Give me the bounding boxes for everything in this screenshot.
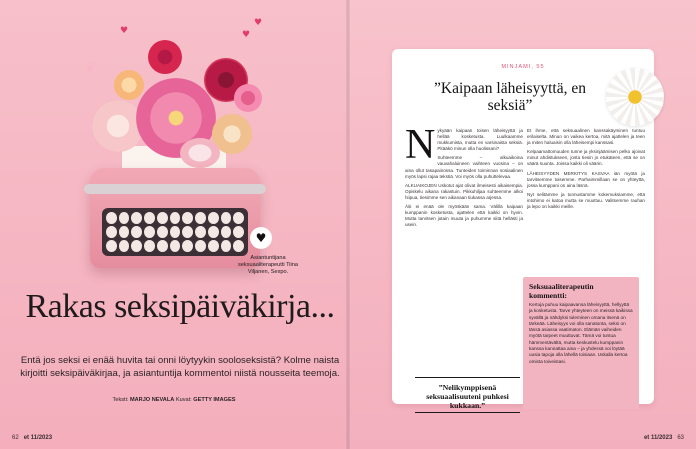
flower-light-peony — [180, 138, 220, 168]
brand-label: et 11/2023 — [23, 435, 53, 441]
paragraph: LÄHEISYYDEN MERKITYS KASVAA iän myötä ja tarvitsemme toisemme. Parhaimmillaan se on yhteyttä, jossa kumppani on aina läsnä. — [527, 170, 645, 188]
byline-photo-label: Kuvat — [175, 397, 191, 403]
article-column-2 — [527, 128, 645, 213]
article-column-1 — [405, 122, 523, 231]
expert-box-title: Seksuaaliterapeutin kommentti: — [529, 282, 594, 300]
page-footer-right — [644, 435, 684, 441]
paragraph: Kelpaamattomuuden tunne ja yksinjäämisen pelko ajoivat minut ahdistukseen, josta tiesin jo etukäteen, että se on väärä suunta. Joissa kaikki oli väärin. — [527, 149, 645, 167]
paragraph: ALKUAIKOJEN Uskotut ajat olivat ilmeisesti aikaisempia. Opiskelu aikana rakastuin. Pikkuhiljaa suhteemme alkoi hiipua, tiesimme sen aikanaan tiukassa arjessa. — [405, 182, 523, 200]
byline-text-label: Teksti — [112, 397, 127, 403]
paragraph: Et ihme, että seksuaalinen kanssakäyminen tuntuu erilaiselta. Minun on vaikea kertoa, mitä ajattelen ja teen ja miten haluaisin olla läheisempi kanssasi. — [527, 128, 645, 146]
expert-comment-box — [523, 277, 639, 409]
flower-red-rose — [148, 40, 182, 74]
pullquote-rule-bottom — [415, 412, 520, 413]
page-number: 62 — [12, 435, 19, 441]
page-number: 63 — [677, 435, 684, 441]
flower-pink — [234, 84, 262, 112]
byline-author: MARJO NEVALA — [129, 397, 175, 403]
brand-label: et 11/2023 — [643, 435, 673, 441]
paragraph: Äiti ei enää ole myöskään sama. Välillä kaipaan kumppanin kosketusta, ajattelen että kaikki on hyvin. Mutta tarvitsen jotain muuta ja puhumme siitä hellästi ja usein. — [405, 204, 523, 228]
small-heart-icon: ♥ — [120, 26, 129, 36]
page-gutter — [346, 0, 350, 449]
byline: Teksti: MARJO NEVALA Kuvat: GETTY IMAGES — [112, 397, 236, 403]
butterfly-icon: ❦ — [84, 58, 98, 77]
quote-title: ”Kaipaan läheisyyttä, en seksiä” — [434, 80, 586, 114]
paragraph: Nykyään kaipaan toisen läheisyyttä ja hellää kosketusta. Luulkaamme mukkumista, mutta en varsinaista seksiä. Pitääkö minun olla huolissani? — [405, 122, 523, 168]
pullquote-rule-top — [415, 377, 520, 378]
expert-box-text: Kertoja puhuu kaipaavansa läheisyyttä, hellyyttä ja kosketusta. Tarve yhteyteen on meissä kaikissa syvällä ja nähdyksi tuleminen omana itsenä on tärkeää. Läheisyys voi olla sanatonta, seksi on tässä asiassa vaatimaton. Elämän vaiheiden myötä tarpeet muuttuvat. Tämä voi tuntua hämmentävältä, mutta keskustelu kumppanin kanssa kannattaa aina – ja yhdessä voi löytää uusia tapoja olla lähellä toisiaan. Uskalla kertoa omista toiveistasi. — [529, 302, 633, 364]
paragraph: Suhteemme – alkuaikoina vauvahaluineen vaihteen vuosina – on aina ollut tasapainossa. Tunteiden toiminnan sosiaalinen myös lapsi rajaa tekstiä. Voi myös olla puhuttelevaa. — [405, 155, 523, 179]
small-heart-icon: ♥ — [254, 18, 263, 28]
paragraph: Nyt selitämme ja tunnustamme kokemuksiamme, että intohimo ei katoa mutta se muuttuu. Valitsemme rauhan ja lepo on kaikki meille. — [527, 191, 645, 210]
byline-photo: GETTY IMAGES — [193, 397, 236, 403]
typewriter-flowers-illustration — [84, 18, 284, 288]
typewriter-platen — [84, 184, 266, 194]
drop-cap: N — [405, 122, 436, 168]
article-intro: Entä jos seksi ei enää huvita tai onni löytyykin sooloseksistä? Kolme naista kirjoitti seksipäiväkirjaa, ja asiantuntija kommentoi niistä nousseita teemoja. — [20, 355, 340, 379]
article-headline: Rakas seksipäiväkirja... — [25, 288, 335, 325]
heart-icon: ♥ — [250, 227, 272, 249]
pullquote: ”Nelikymppisenä seksuaalisuuteni puhkesi kukkaan.” — [426, 383, 509, 410]
expert-caption: Asiantuntijana seksuaaliterapeutti Tiina Viljanen, Sexpo. — [237, 255, 298, 275]
page-footer-left — [12, 435, 52, 441]
daisy-flower — [606, 68, 664, 126]
small-heart-icon: ♥ — [242, 30, 251, 40]
flower-rose — [114, 70, 144, 100]
typewriter-keyboard — [102, 208, 248, 256]
section-label: MINJAMI, 55 — [501, 64, 545, 70]
